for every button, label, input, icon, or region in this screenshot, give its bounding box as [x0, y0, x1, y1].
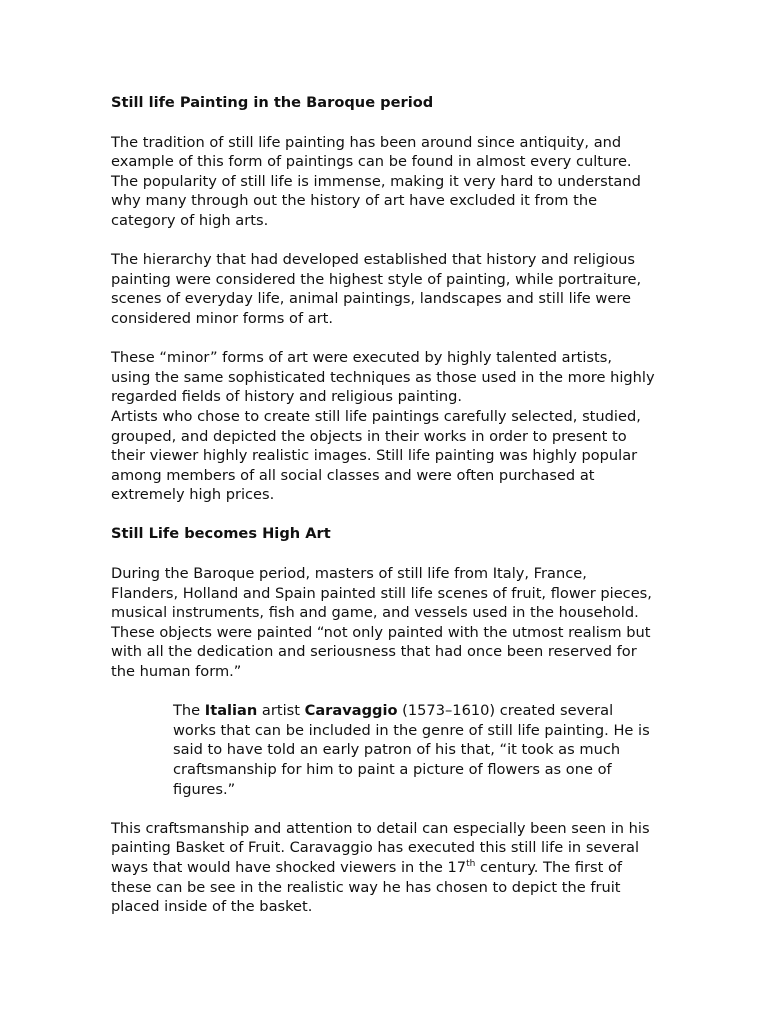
- caravaggio-rest: (1573–1610) created several works that can be included in the genre of still life painting. He is said to have told an early patron of his that, “it took as much craftsmanship for him to paint a picture of flowers as one of figures.”: [173, 702, 650, 798]
- paragraph-artists: Artists who chose to create still life paintings carefully selected, studied, grouped, and depicted the objects in their works in order to present to their viewer highly realistic images. Still life painting was highly popular among members of all social classes and were often purchased at extremely high prices.: [111, 407, 641, 504]
- ordinal-superscript: th: [466, 858, 476, 869]
- paragraph-hierarchy: The hierarchy that had developed established that history and religious painting were considered the highest style of painting, while portraiture, scenes of everyday life, animal paintings, landscapes and still life were considered minor forms of art.: [111, 251, 642, 327]
- basket-text-after: century. The first of these can be see in the realistic way he has chosen to depict the fruit placed inside of the basket.: [111, 858, 623, 916]
- document-title: Still life Painting in the Baroque period: [111, 94, 434, 111]
- document-page: [111, 93, 656, 936]
- section-title: Still Life becomes High Art: [111, 525, 331, 543]
- caravaggio-nationality: Italian: [204, 702, 258, 720]
- paragraph-tradition: The tradition of still life painting has been around since antiquity, and example of this form of paintings can be found in almost every culture. The popularity of still life is immense, making it very hard to understand why many through out the history of art have excluded it from the category of high arts.: [111, 133, 641, 229]
- basket-text-before: This craftsmanship and attention to detail can especially been seen in his painting Basket of Fruit. Caravaggio has executed this still life in several ways that would have shocked viewers in the 17: [111, 819, 650, 876]
- paragraph-basket-of-fruit: [111, 819, 656, 917]
- caravaggio-name: Caravaggio: [304, 702, 398, 720]
- paragraph-baroque-masters: During the Baroque period, masters of still life from Italy, France, Flanders, Holland and Spain painted still life scenes of fruit, flower pieces, musical instruments, fish and game, and vessels used in the household. These objects were painted “not only painted with the utmost realism but with all the dedication and seriousness that had once been reserved for the human form.”: [111, 565, 652, 681]
- paragraph-caravaggio: [111, 701, 656, 799]
- caravaggio-mid: artist: [257, 702, 305, 720]
- paragraph-minor-forms: These “minor” forms of art were executed by highly talented artists, using the same sophisticated techniques as those used in the more highly regarded fields of history and religious painting.: [111, 349, 655, 406]
- caravaggio-lead: The: [173, 702, 205, 720]
